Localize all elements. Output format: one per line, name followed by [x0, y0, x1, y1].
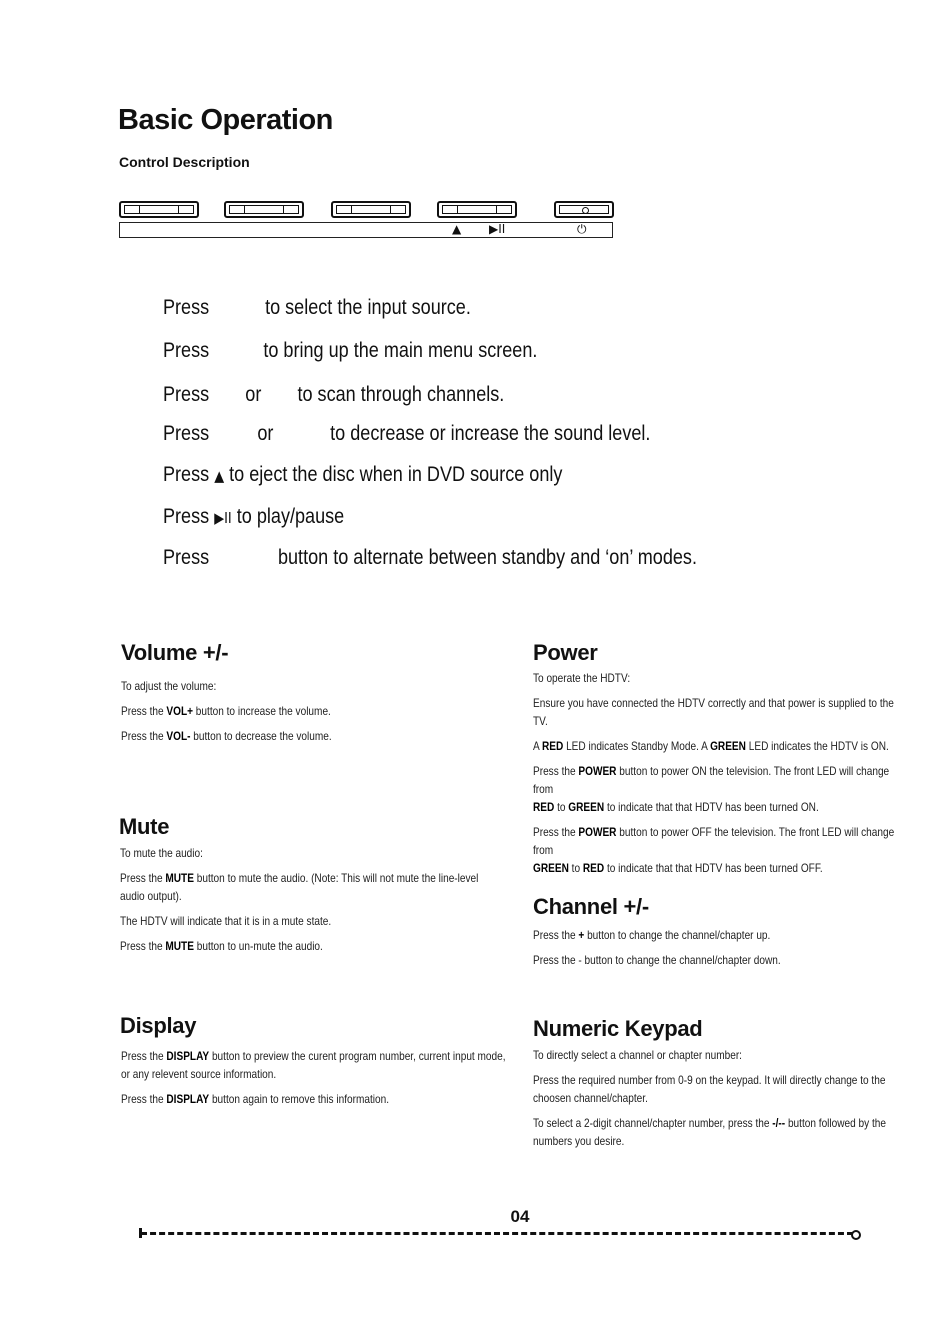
instruction-line-6: Press ▶II to play/pause [163, 505, 345, 528]
panel-button-2 [224, 201, 304, 218]
eject-icon: ▲ [214, 467, 225, 485]
power-body: To operate the HDTV: Ensure you have connected the HDTV correctly and that power is supplied to the TV. A RED LED indicates Standby Mode. A GREEN LED indicates the HDTV is ON. Press the POWER button to power ON the television. The front LED will change from RED to GREEN to indicate that that HDTV has been turned ON. Press the POWER button to power OFF the television. The front LED will change from GREEN to RED to indicate that that HDTV has been turned OFF. [533, 671, 895, 875]
display-body: Press the DISPLAY button to preview the curent program number, current input mode, or any relevent source information. Press the DISPLAY button again to remove this information. [121, 1049, 506, 1106]
instruction-line-4: Press or to decrease or increase the sound level. [163, 422, 651, 445]
channel-heading: Channel +/- [533, 894, 649, 919]
mute-heading: Mute [119, 814, 170, 839]
keypad-body: To directly select a channel or chapter number: Press the required number from 0-9 on the keypad. It will directly change to the choosen channel/chapter. To select a 2-digit channel/chapter number, press the -/-- button followed by the numbers you desire. [533, 1048, 887, 1148]
eject-icon: ▲ [452, 222, 462, 236]
instruction-line-5: Press ▲ to eject the disc when in DVD source only [163, 463, 563, 486]
section-subtitle: Control Description [119, 154, 250, 170]
instruction-line-2: Press to bring up the main menu screen. [163, 339, 538, 362]
display-heading: Display [120, 1013, 197, 1038]
mute-body: To mute the audio: Press the MUTE button to mute the audio. (Note: This will not mute the line-level audio output). The HDTV will indicate that it is in a mute state. Press the MUTE button to un-mute the audio. [120, 846, 479, 953]
instruction-line-1: Press to select the input source. [163, 296, 471, 319]
volume-body: To adjust the volume: Press the VOL+ button to increase the volume. Press the VOL- button to decrease the volume. [121, 679, 332, 743]
play-pause-icon: ▶II [489, 222, 506, 236]
power-icon: ⏻ [577, 222, 587, 236]
keypad-heading: Numeric Keypad [533, 1016, 703, 1041]
instruction-line-7: Press button to alternate between standby and ‘on’ modes. [163, 546, 697, 569]
power-led-icon [582, 207, 589, 214]
instruction-line-3: Press or to scan through channels. [163, 383, 505, 406]
power-heading: Power [533, 640, 598, 665]
footer-dashed-line [141, 1232, 853, 1235]
control-panel-bar [119, 222, 613, 238]
panel-button-4 [437, 201, 517, 218]
panel-button-3 [331, 201, 411, 218]
panel-button-1 [119, 201, 199, 218]
page-title: Basic Operation [118, 104, 333, 136]
page-number: 04 [510, 1207, 530, 1226]
control-panel-illustration [119, 200, 614, 238]
footer-line-end-circle [851, 1230, 861, 1240]
panel-power-button [554, 201, 614, 218]
play-pause-icon: ▶II [214, 509, 232, 527]
channel-body: Press the + button to change the channel/chapter up. Press the - button to change the channel/chapter down. [533, 928, 781, 967]
volume-heading: Volume +/- [121, 640, 229, 665]
